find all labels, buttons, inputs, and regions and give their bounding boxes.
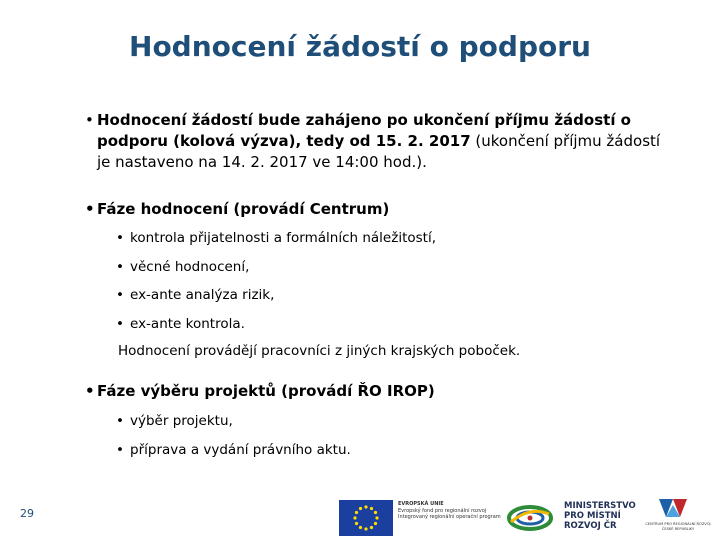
list-item-text: věcné hodnocení, — [130, 259, 250, 275]
eu-text-line: Evropský fond pro regionální rozvoj — [398, 507, 487, 514]
bullet-dot: • — [116, 230, 124, 246]
evaluation-phase-heading: Fáze hodnocení (provádí Centrum) — [97, 200, 390, 218]
page-number: 29 — [20, 507, 34, 520]
list-item-text: kontrola přijatelnosti a formálních náležitostí, — [130, 230, 436, 246]
list-item — [116, 286, 275, 304]
list-item-text: výběr projektu, — [130, 413, 233, 429]
ministry-text-line: PRO MÍSTNÍ — [564, 511, 621, 521]
evaluation-start-normal: (ukončení příjmu žádostí je nastaveno na 14. 2. 2017 ve 14:00 hod.). — [97, 132, 661, 171]
list-item-text: ex-ante analýza rizik, — [130, 287, 275, 303]
bullet-dot: • — [85, 111, 94, 129]
ministry-logo-text — [564, 501, 636, 531]
evaluation-note: Hodnocení provádějí pracovníci z jiných krajských poboček. — [118, 343, 521, 359]
bullet-selection-phase — [85, 381, 617, 402]
eu-fund-text — [398, 501, 501, 521]
irop-swirl-icon — [505, 500, 555, 535]
list-item — [116, 315, 245, 333]
bullet-dot: • — [116, 287, 124, 303]
ministry-text-line: MINISTERSTVO — [564, 501, 636, 511]
crr-logo — [643, 497, 711, 539]
bullet-evaluation-phase — [85, 199, 617, 220]
slide-title: Hodnocení žádostí o podporu — [129, 30, 591, 63]
bullet-evaluation-start — [85, 110, 672, 173]
list-item — [116, 412, 233, 430]
bullet-dot: • — [116, 259, 124, 275]
eu-stars-icon — [339, 500, 393, 536]
crr-text-line: ČESKÉ REPUBLIKY — [661, 526, 695, 531]
bullet-dot: • — [116, 316, 124, 332]
ministry-text-line: ROZVOJ ČR — [564, 521, 617, 531]
crr-mark-icon — [643, 497, 711, 521]
eu-text-line: EVROPSKÁ UNIE — [398, 501, 444, 507]
bullet-dot: • — [85, 200, 95, 218]
list-item-text: příprava a vydání právního aktu. — [130, 442, 351, 458]
list-item — [116, 229, 436, 247]
bullet-dot: • — [116, 413, 124, 429]
bullet-dot: • — [116, 442, 124, 458]
eu-flag-logo — [339, 500, 393, 536]
list-item — [116, 441, 351, 459]
irop-logo — [505, 500, 555, 535]
list-item — [116, 258, 250, 276]
evaluation-start-bold: Hodnocení žádostí bude zahájeno po ukončení příjmu žádostí o podporu (kolová výzva), tedy od 15. 2. 2017 — [97, 111, 631, 150]
crr-logo-text — [641, 522, 715, 531]
list-item-text: ex-ante kontrola. — [130, 316, 245, 332]
eu-text-line: Integrovaný regionální operační program — [398, 514, 501, 520]
crr-text-line: CENTRUM PRO REGIONÁLNÍ ROZVOJ — [645, 522, 711, 526]
selection-phase-heading: Fáze výběru projektů (provádí ŘO IROP) — [97, 382, 435, 400]
bullet-dot: • — [85, 382, 95, 400]
